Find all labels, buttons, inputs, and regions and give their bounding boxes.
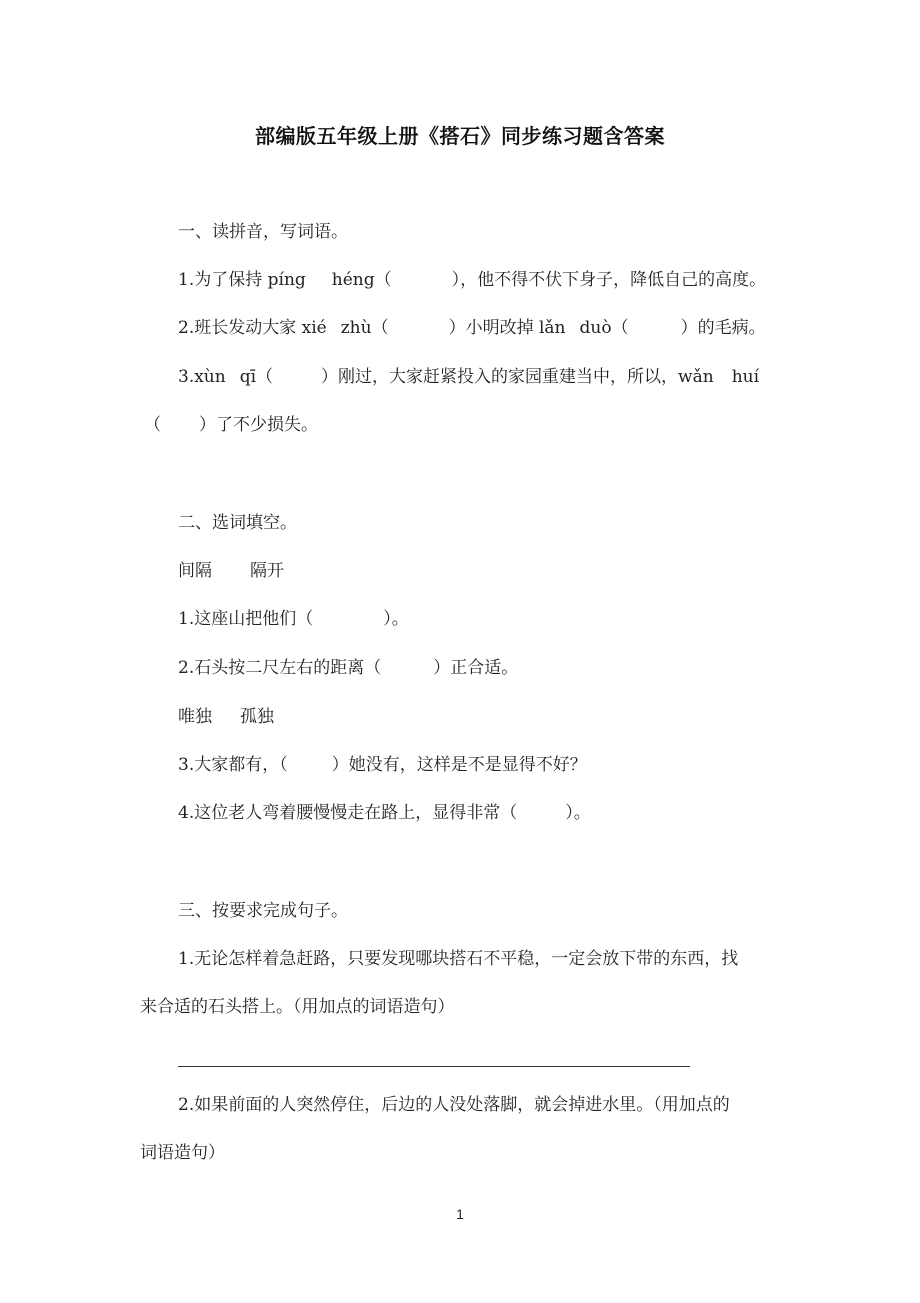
section3-question-1-line-2: 来合适的石头搭上。（用加点的词语造句）	[140, 997, 455, 1017]
q2-text-d: duò（	[579, 318, 629, 338]
page-number: 1	[456, 1206, 464, 1222]
s2-q1-text-b: ）。	[383, 609, 409, 629]
q3-text-d: huí	[731, 367, 760, 387]
q2-text-c: ）小明改掉 lǎn	[448, 318, 566, 338]
section1-question-3-continued	[144, 413, 318, 437]
s2-q2-text-b: ）正合适。	[433, 658, 519, 678]
q1-text-a: 1.为了保持 píng	[178, 270, 306, 290]
q3-text-a: 3.xùn	[178, 367, 226, 387]
s2-q3-text-a: 3.大家都有，（	[178, 755, 288, 775]
section1-heading: 一、读拼音，写词语。	[178, 222, 348, 242]
word-choice-2: 隔开	[250, 561, 284, 581]
s2-q1-text-a: 1.这座山把他们（	[178, 609, 314, 629]
word-choice-group-1	[178, 559, 284, 583]
q3-text-e: （	[144, 415, 161, 435]
s2-q3-text-b: ）她没有，这样是不是显得不好？	[331, 755, 587, 775]
section3-question-2-line-2: 词语造句）	[140, 1143, 225, 1163]
section1-question-2	[178, 316, 766, 340]
section1-question-3	[178, 365, 759, 389]
section2-question-3	[178, 753, 587, 777]
section3-heading: 三、按要求完成句子。	[178, 901, 348, 921]
q3-text-c: ）刚过，大家赶紧投入的家园重建当中，所以，wǎn	[321, 367, 714, 387]
document-title: 部编版五年级上册《搭石》同步练习题含答案	[255, 124, 665, 148]
section3-question-2-line-1: 2.如果前面的人突然停住，后边的人没处落脚，就会掉进水里。（用加点的	[178, 1095, 730, 1115]
section2-question-1	[178, 607, 409, 631]
section3-question-1-line-1: 1.无论怎样着急赶路，只要发现哪块搭石不平稳，一定会放下带的东西，找	[178, 949, 739, 969]
word-choice-4: 孤独	[240, 707, 274, 727]
section1-question-1	[178, 268, 766, 292]
word-choice-1: 间隔	[178, 561, 212, 581]
word-choice-group-2	[178, 705, 274, 729]
q2-text-a: 2.班长发动大家 xié	[178, 318, 327, 338]
q3-text-f: ）了不少损失。	[199, 415, 318, 435]
section2-question-2	[178, 656, 518, 680]
section2-heading: 二、选词填空。	[178, 513, 297, 533]
s2-q2-text-a: 2.石头按二尺左右的距离（	[178, 658, 382, 678]
q2-text-b: zhù（	[340, 318, 389, 338]
s2-q4-text-b: ）。	[565, 803, 591, 823]
q1-text-c: ），他不得不伏下身子，降低自己的高度。	[451, 270, 767, 290]
answer-line	[178, 1066, 690, 1067]
q2-text-e: ）的毛病。	[680, 318, 766, 338]
word-choice-3: 唯独	[178, 707, 212, 727]
section2-question-4	[178, 801, 591, 825]
s2-q4-text-a: 4.这位老人弯着腰慢慢走在路上，显得非常（	[178, 803, 518, 823]
q3-text-b: qī（	[239, 367, 274, 387]
q1-text-b: héng（	[331, 270, 392, 290]
